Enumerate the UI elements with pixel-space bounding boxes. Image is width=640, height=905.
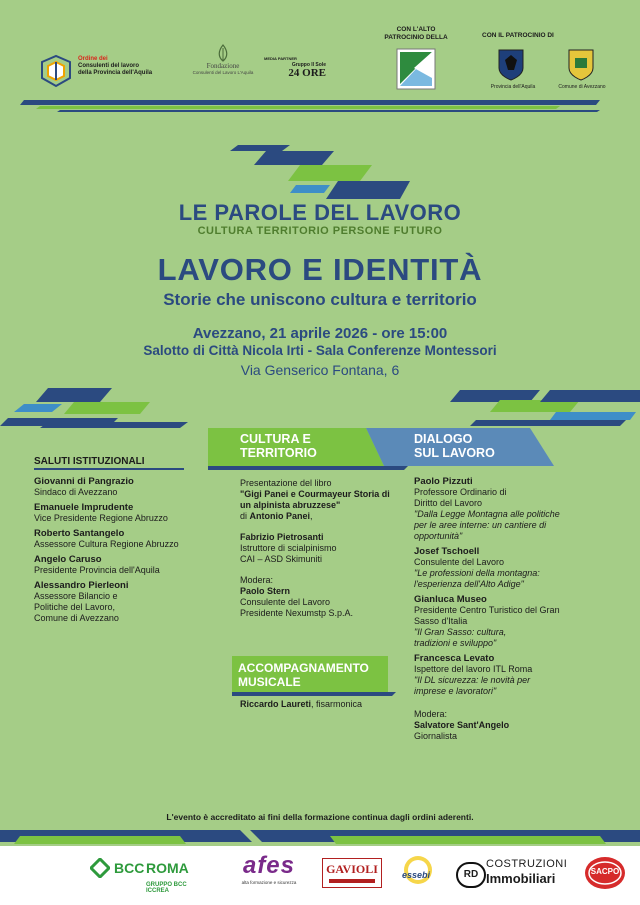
event-date: Avezzano, 21 aprile 2026 - ore 15:00 [192, 325, 448, 342]
book-title: "Gigi Panei e Courmayeur Storia di un alpinista abruzzese" [240, 489, 390, 510]
bcc-icon [90, 858, 110, 878]
book-author-line: di Antonio Panei, [240, 511, 313, 521]
dialogo-speaker-role: Ispettore del lavoro ITL Roma [414, 664, 533, 674]
saluti-person [34, 502, 204, 524]
dialogo-speaker-name: Gianluca Museo [414, 594, 487, 605]
saluti-person [34, 476, 204, 498]
cultura-speaker-role-1: Istruttore di scialpinismo [240, 543, 337, 553]
bcc-city: ROMA [146, 860, 189, 876]
cultura-heading-line-1: CULTURA E [240, 432, 311, 446]
saluti-person-name: Roberto Santangelo [34, 528, 125, 539]
dialogo-heading-line-2: SUL LAVORO [414, 446, 495, 460]
saluti-person-name: Alessandro Pierleoni [34, 580, 129, 591]
rd-line-2: Immobiliari [486, 871, 556, 886]
dialogo-speaker-talk: "Il DL sicurezza: le novità per imprese e lavoratori" [414, 675, 531, 696]
bcc-name: BCC [114, 860, 145, 876]
dialogo-speaker [414, 546, 564, 590]
rd-logo [456, 856, 570, 892]
patrocinio-label: CON IL PATROCINIO DI [482, 32, 554, 39]
saluti-person-name: Emanuele Imprudente [34, 502, 134, 513]
saluti-person-role: Assessore Cultura Regione Abruzzo [34, 539, 179, 549]
cultura-speaker-role-2: CAI – ASD Skimuniti [240, 554, 323, 564]
series-subtitle: CULTURA TERRITORIO PERSONE FUTURO [197, 225, 443, 237]
book-author-prefix: di [240, 511, 250, 521]
cultura-moderator-name: Paolo Stern [240, 586, 291, 596]
dialogo-speaker [414, 476, 564, 542]
dialogo-speaker-role: Presidente Centro Turistico del Gran Sasso d'Italia [414, 605, 560, 626]
presentation-intro: Presentazione del libro [240, 478, 332, 488]
saluti-person-role: Sindaco di Avezzano [34, 487, 118, 497]
comune-crest-icon [566, 48, 596, 82]
event-venue: Salotto di Città Nicola Irti - Sala Conferenze Montessori [143, 343, 497, 358]
afes-name: afes [242, 852, 296, 879]
rd-mark: RD [456, 862, 486, 888]
gavioli-logo [322, 858, 382, 888]
media-partner-label: MEDIA PARTNER [264, 56, 297, 61]
dialogo-speaker [414, 594, 564, 649]
musica-performer [240, 699, 400, 710]
sponsor-bar [0, 846, 640, 905]
saluti-heading: SALUTI ISTITUZIONALI [34, 456, 145, 467]
performer-name: Riccardo Laureti [240, 699, 312, 709]
sacpo-logo [584, 856, 626, 890]
saluti-person [34, 554, 204, 576]
odc-line-1: Ordine dei [78, 56, 108, 62]
dialogo-speaker-name: Josef Tschoell [414, 546, 480, 557]
leaf-icon [216, 44, 230, 62]
fondazione-line-2: Consulenti del Lavoro L'Aquila [192, 70, 254, 75]
dialogo-moderator-name: Salvatore Sant'Angelo [414, 720, 510, 730]
provincia-label: Provincia dell'Aquila [490, 84, 536, 90]
afes-logo [234, 852, 304, 896]
saluti-person-role: Vice Presidente Regione Abruzzo [34, 513, 168, 523]
saluti-person [34, 580, 204, 624]
provincia-crest-icon [496, 48, 526, 82]
dialogo-moderator-label: Modera: [414, 709, 448, 719]
sole-24ore-label: 24 ORE [288, 67, 326, 79]
rd-line-1: COSTRUZIONI [486, 858, 568, 870]
fondazione-logo [188, 44, 258, 92]
dialogo-content [414, 476, 564, 742]
musica-heading [238, 661, 369, 689]
book-author: Antonio Panei [249, 511, 311, 521]
regione-abruzzo-emblem-icon [396, 48, 436, 90]
dialogo-speaker-name: Francesca Levato [414, 653, 495, 664]
event-subtitle: Storie che uniscono cultura e territorio [163, 290, 477, 309]
odc-line-3: della Provincia dell'Aquila [78, 70, 153, 76]
odc-logo [40, 52, 180, 92]
saluti-list [34, 476, 204, 628]
event-address: Via Genserico Fontana, 6 [240, 362, 400, 378]
cultura-moderator-role-1: Consulente del Lavoro [240, 597, 331, 607]
dialogo-heading-line-1: DIALOGO [414, 432, 473, 446]
sacpo-name: SACPO [590, 867, 620, 876]
musica-heading-line-1: ACCOMPAGNAMENTO [238, 661, 369, 675]
musica-heading-line-2: MUSICALE [238, 675, 301, 689]
bcc-group: GRUPPO BCC ICCREA [146, 882, 187, 894]
dialogo-moderator-role: Giornalista [414, 731, 458, 741]
essebi-name: essebi [402, 870, 431, 880]
essebi-logo [400, 854, 438, 894]
dialogo-speaker-name: Paolo Pizzuti [414, 476, 473, 487]
cultura-heading [240, 432, 317, 460]
chevron-graphic [230, 145, 410, 201]
gavioli-name: GAVIOLI [326, 862, 378, 876]
saluti-person [34, 528, 204, 550]
afes-tag: alta formazione e sicurezza [241, 880, 297, 885]
dialogo-speaker-talk: "Le professioni della montagna: l'esperienza dell'Alto Adige" [414, 568, 540, 589]
dialogo-speaker-role: Professore Ordinario di Diritto del Lavoro [414, 487, 507, 508]
odc-line-2: Consulenti del lavoro [78, 63, 140, 69]
dialogo-speaker [414, 653, 564, 697]
fondazione-line-1: Fondazione [206, 62, 240, 70]
saluti-person-role: Assessore Bilancio e Politiche del Lavoro, Comune di Avezzano [34, 591, 119, 623]
cultura-content [240, 478, 390, 619]
cultura-moderator-label: Modera: [240, 575, 274, 585]
header-stripes [0, 90, 640, 126]
saluti-person-name: Angelo Caruso [34, 554, 102, 565]
bcc-logo [90, 856, 200, 896]
odc-emblem-icon [40, 54, 74, 88]
dialogo-speaker-talk: "Dalla Legge Montagna alle politiche per le aree interne: un cantiere di opportunità" [414, 509, 560, 541]
sole24ore-logo [264, 56, 326, 82]
dialogo-speaker-role: Consulente del Lavoro [414, 557, 505, 567]
alto-patrocinio-line-1: CON L'ALTO [396, 26, 436, 33]
performer-role: , fisarmonica [311, 699, 363, 709]
cultura-heading-line-2: TERRITORIO [240, 446, 317, 460]
footer-note: L'evento è accreditato ai fini della formazione continua dagli ordini aderenti. [166, 812, 474, 822]
saluti-person-role: Presidente Provincia dell'Aquila [34, 565, 160, 575]
alto-patrocinio-line-2: PATROCINIO DELLA [384, 34, 448, 41]
event-title: LAVORO E IDENTITÀ [157, 252, 483, 287]
comune-label: Comune di Avezzano [558, 84, 606, 90]
saluti-divider [34, 468, 184, 470]
cultura-moderator-role-2: Presidente Nexumstp S.p.A. [240, 608, 354, 618]
footer-stripes [0, 826, 640, 848]
saluti-person-name: Giovanni di Pangrazio [34, 476, 134, 487]
alto-patrocinio-block [376, 26, 456, 42]
dialogo-speaker-talk: "Il Gran Sasso: cultura, tradizioni e sviluppo" [414, 627, 507, 648]
series-title: LE PAROLE DEL LAVORO [178, 200, 462, 225]
cultura-speaker-name: Fabrizio Pietrosanti [240, 532, 324, 542]
sole-group-label: Gruppo Il Sole [291, 62, 326, 68]
left-stripes [0, 382, 200, 448]
dialogo-heading [414, 432, 495, 460]
